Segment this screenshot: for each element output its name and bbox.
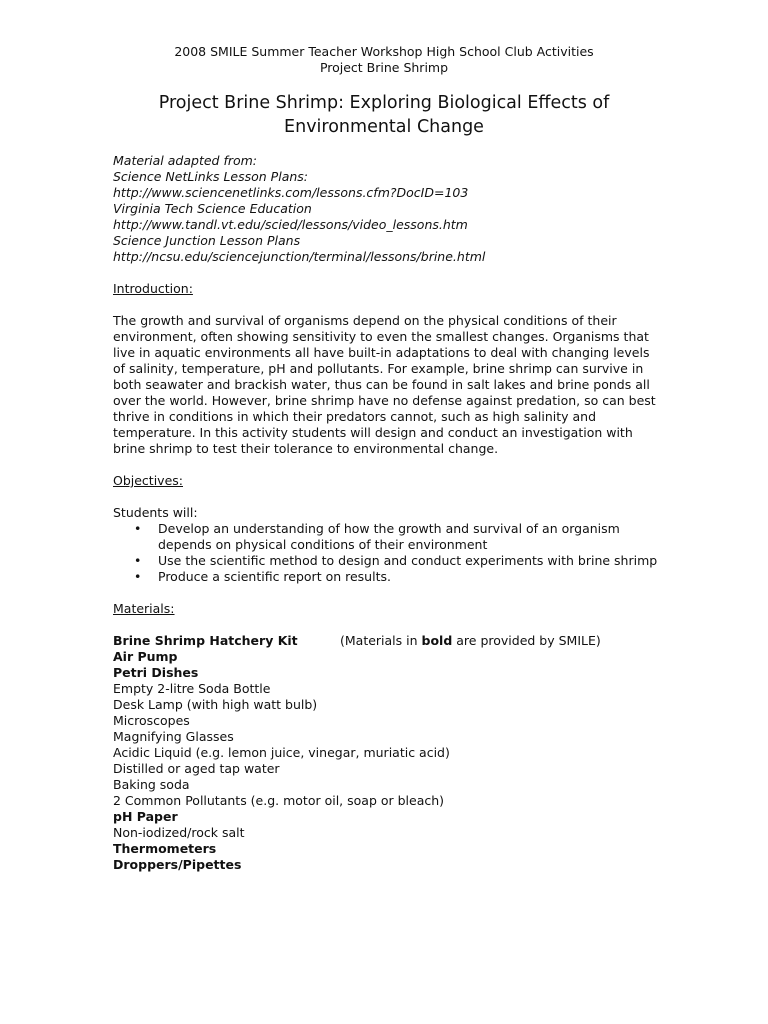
objectives-list xyxy=(113,521,658,585)
bullet-icon: • xyxy=(134,521,142,536)
sources-block xyxy=(113,153,658,265)
materials-note-suffix: are provided by SMILE) xyxy=(452,633,601,648)
material-item: Baking soda xyxy=(113,777,190,792)
material-item-text: Brine Shrimp Hatchery Kit xyxy=(113,633,298,648)
source-link: http://ncsu.edu/sciencejunction/terminal/lessons/brine.html xyxy=(113,249,486,264)
paragraph-line: of salinity, temperature, pH and pollutants. For example, brine shrimp can survive in xyxy=(113,361,644,376)
material-item: Microscopes xyxy=(113,713,190,728)
paragraph-line: over the world. However, brine shrimp have no defense against predation, so can best xyxy=(113,393,656,408)
paragraph-line: brine shrimp to test their tolerance to environmental change. xyxy=(113,441,499,456)
paragraph-line: environment, often showing sensitivity to even the smallest changes. Organisms that xyxy=(113,329,649,344)
title-line-2: Environmental Change xyxy=(284,117,484,137)
materials-note xyxy=(340,633,601,649)
introduction-heading: Introduction: xyxy=(113,281,193,296)
paragraph-line: The growth and survival of organisms depend on the physical conditions of their xyxy=(113,313,617,328)
objectives-block xyxy=(113,505,658,585)
introduction-paragraph xyxy=(113,313,658,457)
source-line: Science NetLinks Lesson Plans: xyxy=(113,169,308,184)
source-link: http://www.sciencenetlinks.com/lessons.cfm?DocID=103 xyxy=(113,185,469,200)
material-item: Non-iodized/rock salt xyxy=(113,825,245,840)
material-item: Thermometers xyxy=(113,841,217,856)
material-item: Air Pump xyxy=(113,649,178,664)
material-item: 2 Common Pollutants (e.g. motor oil, soap or bleach) xyxy=(113,793,445,808)
paragraph-line: temperature. In this activity students will design and conduct an investigation with xyxy=(113,425,633,440)
material-item: Magnifying Glasses xyxy=(113,729,234,744)
bullet-icon: • xyxy=(134,553,142,568)
bullet-icon: • xyxy=(134,569,142,584)
source-line: Science Junction Lesson Plans xyxy=(113,233,301,248)
paragraph-line: thrive in conditions in which their predators cannot, such as high salinity and xyxy=(113,409,597,424)
page-header xyxy=(0,44,768,76)
objectives-heading: Objectives: xyxy=(113,473,183,488)
list-item-text: Develop an understanding of how the growth and survival of an organism xyxy=(158,521,620,536)
paragraph-line: both seawater and brackish water, thus can be found in salt lakes and brine ponds all xyxy=(113,377,650,392)
source-link: http://www.tandl.vt.edu/scied/lessons/video_lessons.htm xyxy=(113,217,468,232)
list-item xyxy=(113,521,658,553)
list-item xyxy=(113,569,658,585)
materials-list xyxy=(113,633,658,873)
material-item: pH Paper xyxy=(113,809,178,824)
header-line-1: 2008 SMILE Summer Teacher Workshop High School Club Activities xyxy=(174,44,594,59)
document-title xyxy=(0,91,768,139)
document-body xyxy=(113,153,658,873)
material-item: Desk Lamp (with high watt bulb) xyxy=(113,697,318,712)
objectives-intro: Students will: xyxy=(113,505,198,520)
list-item-text: Use the scientific method to design and conduct experiments with brine shrimp xyxy=(158,553,658,568)
list-item-text: Produce a scientific report on results. xyxy=(158,569,391,584)
materials-note-prefix: (Materials in xyxy=(340,633,422,648)
source-line: Virginia Tech Science Education xyxy=(113,201,312,216)
list-item xyxy=(113,553,658,569)
source-line: Material adapted from: xyxy=(113,153,258,168)
materials-heading: Materials: xyxy=(113,601,175,616)
header-line-2: Project Brine Shrimp xyxy=(319,60,449,75)
list-item-text: depends on physical conditions of their environment xyxy=(158,537,488,552)
material-item: Distilled or aged tap water xyxy=(113,761,280,776)
material-item xyxy=(113,633,658,649)
title-line-1: Project Brine Shrimp: Exploring Biological Effects of xyxy=(158,93,610,113)
materials-note-bold: bold xyxy=(421,633,453,648)
material-item: Acidic Liquid (e.g. lemon juice, vinegar, muriatic acid) xyxy=(113,745,450,760)
material-item: Droppers/Pipettes xyxy=(113,857,242,872)
paragraph-line: live in aquatic environments all have built-in adaptations to deal with changing levels xyxy=(113,345,650,360)
material-item: Petri Dishes xyxy=(113,665,199,680)
material-item: Empty 2-litre Soda Bottle xyxy=(113,681,271,696)
